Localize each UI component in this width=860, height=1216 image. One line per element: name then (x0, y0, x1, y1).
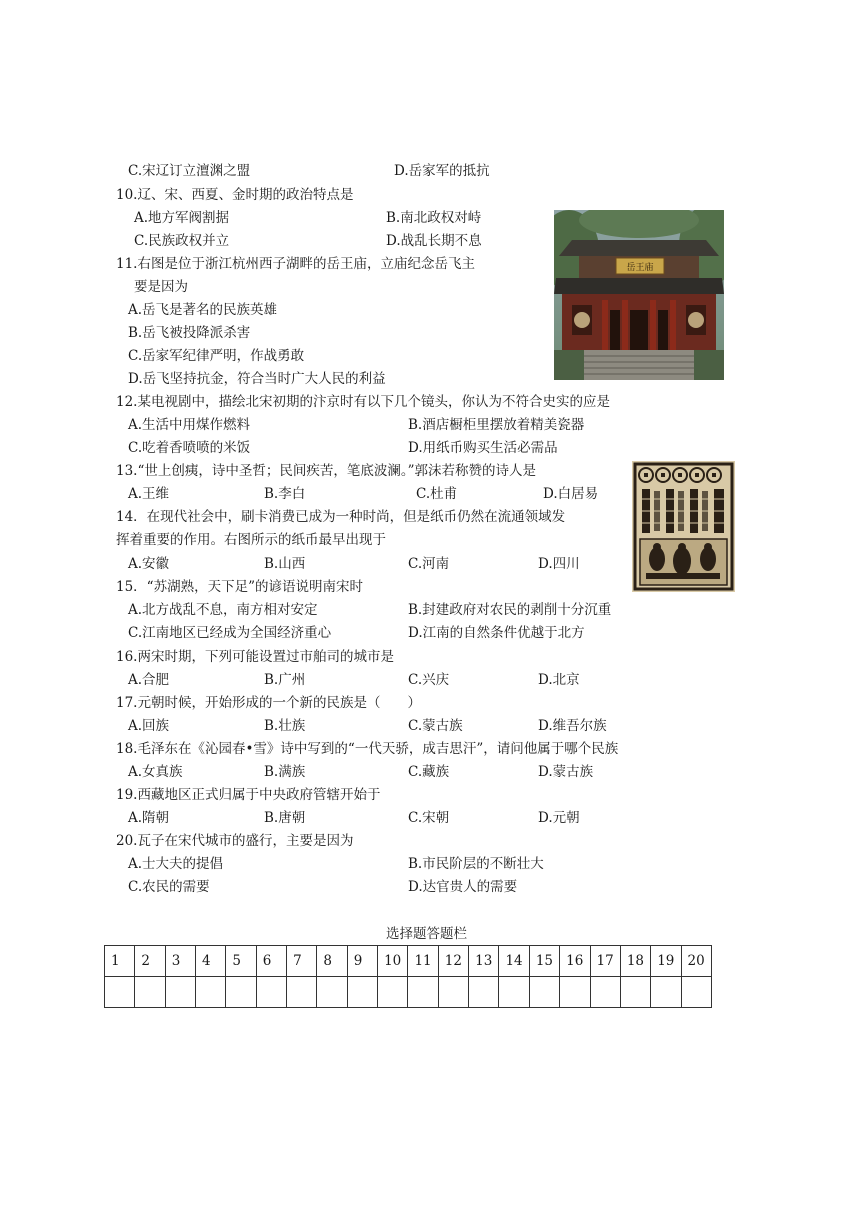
question-17: 17.元朝时候，开始形成的一个新的民族是（ ） (116, 695, 421, 711)
q15-option-b: B.封建政府对农民的剥削十分沉重 (408, 602, 612, 618)
q19-option-c: C.宋朝 (408, 810, 450, 826)
answer-blank-cell[interactable] (499, 977, 529, 1008)
q20-option-b: B.市民阶层的不断壮大 (408, 856, 544, 872)
q15-option-d: D.江南的自然条件优越于北方 (408, 625, 585, 641)
q11-option-b: B.岳飞被投降派杀害 (128, 325, 251, 341)
q20-option-a: A.士大夫的提倡 (128, 856, 224, 872)
question-16: 16.两宋时期，下列可能设置过市舶司的城市是 (116, 649, 394, 665)
question-10: 10.辽、宋、西夏、金时期的政治特点是 (116, 187, 354, 203)
answer-table-title: 选择题答题栏 (386, 926, 467, 942)
q9-option-c: C.宋辽订立澶渊之盟 (128, 163, 251, 179)
q20-option-d: D.达官贵人的需要 (408, 879, 518, 895)
q9-option-d: D.岳家军的抵抗 (394, 163, 490, 179)
q13-option-c: C.杜甫 (416, 486, 458, 502)
answer-blank-cell[interactable] (165, 977, 195, 1008)
q18-option-d: D.蒙古族 (538, 764, 594, 780)
answer-blank-cell[interactable] (560, 977, 590, 1008)
q17-option-c: C.蒙古族 (408, 718, 463, 734)
q16-option-c: C.兴庆 (408, 672, 450, 688)
q12-option-a: A.生活中用煤作燃料 (128, 417, 251, 433)
q16-option-d: D.北京 (538, 672, 580, 688)
q11-option-d: D.岳飞坚持抗金，符合当时广大人民的利益 (128, 371, 386, 387)
q19-option-a: A.隋朝 (128, 810, 170, 826)
answer-blank-cell[interactable] (408, 977, 438, 1008)
answer-number-cell: 15 (529, 946, 559, 977)
question-11-cont: 要是因为 (134, 279, 188, 295)
answer-number-row (105, 946, 712, 977)
answer-number-cell: 17 (590, 946, 620, 977)
yue-temple-photo (554, 210, 724, 380)
q13-option-d: D.白居易 (543, 486, 599, 502)
answer-blank-row[interactable] (105, 977, 712, 1008)
answer-number-cell: 7 (287, 946, 317, 977)
answer-number-cell: 11 (408, 946, 438, 977)
answer-blank-cell[interactable] (651, 977, 681, 1008)
answer-blank-cell[interactable] (256, 977, 286, 1008)
answer-blank-cell[interactable] (681, 977, 711, 1008)
q16-option-b: B.广州 (264, 672, 306, 688)
temple-plaque-text: 岳王庙 (626, 263, 654, 273)
q10-option-d: D.战乱长期不息 (386, 233, 482, 249)
q20-option-c: C.农民的需要 (128, 879, 210, 895)
q10-option-c: C.民族政权并立 (134, 233, 230, 249)
answer-number-cell: 8 (317, 946, 347, 977)
q14-option-a: A.安徽 (128, 556, 170, 572)
q17-option-d: D.维吾尔族 (538, 718, 607, 734)
q11-option-c: C.岳家军纪律严明，作战勇敢 (128, 348, 305, 364)
answer-number-cell: 4 (196, 946, 226, 977)
q17-option-a: A.回族 (128, 718, 170, 734)
q17-option-b: B.壮族 (264, 718, 306, 734)
answer-blank-cell[interactable] (378, 977, 408, 1008)
q12-option-c: C.吃着香喷喷的米饭 (128, 440, 251, 456)
question-14: 14．在现代社会中，刷卡消费已成为一种时尚，但是纸币仍然在流通领域发 (116, 509, 566, 525)
answer-blank-cell[interactable] (469, 977, 499, 1008)
q18-option-b: B.满族 (264, 764, 306, 780)
q18-option-a: A.女真族 (128, 764, 183, 780)
q12-option-b: B.酒店橱柜里摆放着精美瓷器 (408, 417, 585, 433)
q12-option-d: D.用纸币购买生活必需品 (408, 440, 558, 456)
question-14-cont: 挥着重要的作用。右图所示的纸币最早出现于 (116, 532, 386, 548)
answer-number-cell: 19 (651, 946, 681, 977)
answer-number-cell: 20 (681, 946, 711, 977)
q14-option-d: D.四川 (538, 556, 580, 572)
answer-blank-cell[interactable] (287, 977, 317, 1008)
answer-number-cell: 13 (469, 946, 499, 977)
answer-blank-cell[interactable] (105, 977, 135, 1008)
answer-number-cell: 5 (226, 946, 256, 977)
answer-number-cell: 12 (438, 946, 468, 977)
q19-option-d: D.元朝 (538, 810, 580, 826)
answer-blank-cell[interactable] (438, 977, 468, 1008)
q13-option-a: A.王维 (128, 486, 170, 502)
answer-blank-cell[interactable] (347, 977, 377, 1008)
question-12: 12.某电视剧中，描绘北宋初期的汴京时有以下几个镜头，你认为不符合史实的应是 (116, 394, 610, 410)
answer-blank-cell[interactable] (317, 977, 347, 1008)
answer-number-cell: 3 (165, 946, 195, 977)
answer-number-cell: 18 (620, 946, 650, 977)
question-11: 11.右图是位于浙江杭州西子湖畔的岳王庙，立庙纪念岳飞主 (116, 256, 475, 272)
answer-table (104, 945, 712, 1008)
question-19: 19.西藏地区正式归属于中央政府管辖开始于 (116, 787, 381, 803)
q15-option-c: C.江南地区已经成为全国经济重心 (128, 625, 332, 641)
q10-option-a: A.地方军阀割据 (134, 210, 230, 226)
answer-blank-cell[interactable] (590, 977, 620, 1008)
answer-blank-cell[interactable] (529, 977, 559, 1008)
answer-number-cell: 10 (378, 946, 408, 977)
q14-option-c: C.河南 (408, 556, 450, 572)
q14-option-b: B.山西 (264, 556, 306, 572)
q19-option-b: B.唐朝 (264, 810, 306, 826)
answer-number-cell: 2 (135, 946, 165, 977)
answer-number-cell: 6 (256, 946, 286, 977)
question-13: 13.“世上创痍，诗中圣哲；民间疾苦，笔底波澜。”郭沫若称赞的诗人是 (116, 463, 537, 479)
answer-blank-cell[interactable] (620, 977, 650, 1008)
jiaozi-paper-money-image (632, 461, 735, 592)
q16-option-a: A.合肥 (128, 672, 170, 688)
question-15: 15．“苏湖熟，天下足”的谚语说明南宋时 (116, 579, 363, 595)
answer-number-cell: 1 (105, 946, 135, 977)
answer-number-cell: 16 (560, 946, 590, 977)
answer-number-cell: 14 (499, 946, 529, 977)
answer-number-cell: 9 (347, 946, 377, 977)
question-20: 20.瓦子在宋代城市的盛行，主要是因为 (116, 833, 354, 849)
q13-option-b: B.李白 (264, 486, 306, 502)
q10-option-b: B.南北政权对峙 (386, 210, 482, 226)
question-18: 18.毛泽东在《沁园春•雪》诗中写到的“一代天骄，成吉思汗”，请问他属于哪个民族 (116, 741, 619, 757)
q11-option-a: A.岳飞是著名的民族英雄 (128, 302, 278, 318)
answer-blank-cell[interactable] (135, 977, 165, 1008)
q15-option-a: A.北方战乱不息，南方相对安定 (128, 602, 318, 618)
q18-option-c: C.藏族 (408, 764, 450, 780)
answer-blank-cell[interactable] (226, 977, 256, 1008)
answer-blank-cell[interactable] (196, 977, 226, 1008)
